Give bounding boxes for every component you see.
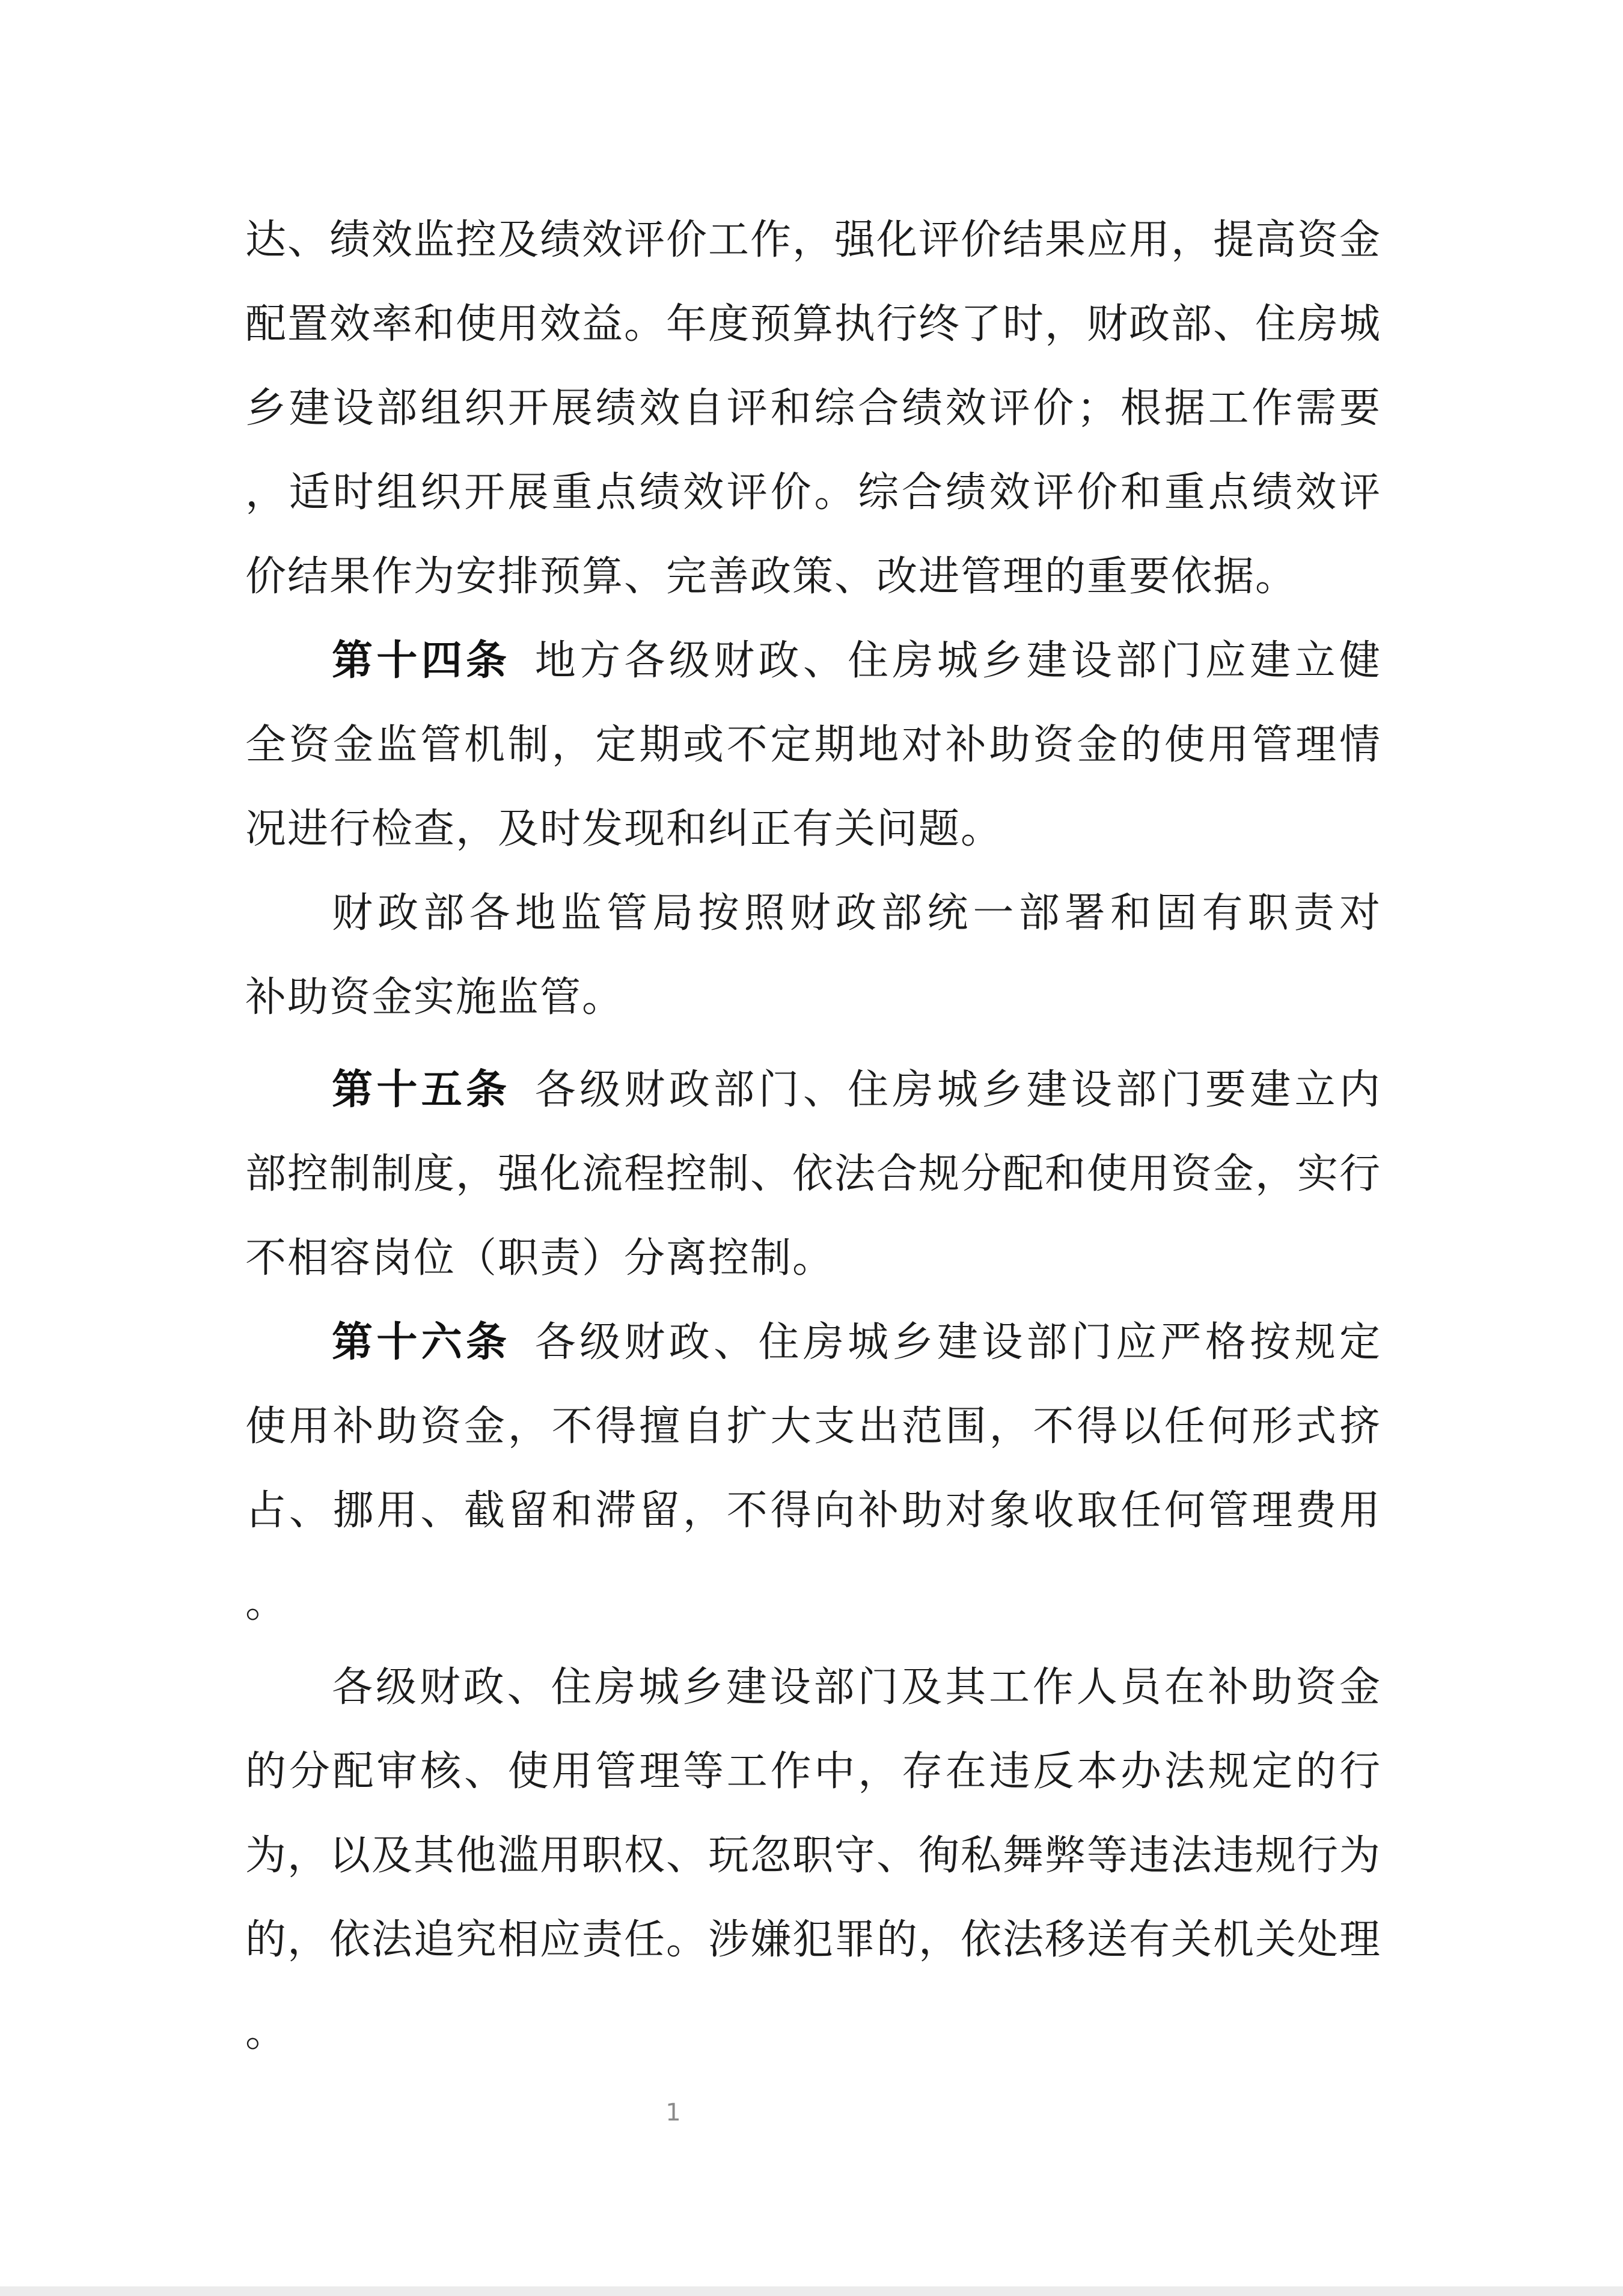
text-line: 。 bbox=[245, 1580, 288, 1627]
text-line: 使用补助资金，不得擅自扩大支出范围，不得以任何形式挤 bbox=[245, 1403, 1381, 1450]
text-line: 地方各级财政、住房城乡建设部门应建立健 bbox=[532, 637, 1381, 685]
article-14-first-line bbox=[332, 625, 1381, 697]
text-line: 为，以及其他滥用职权、玩忽职守、徇私舞弊等违法违规行为 bbox=[245, 1832, 1382, 1879]
text-line: 各级财政部门、住房城乡建设部门要建立内 bbox=[532, 1066, 1381, 1114]
text-line: 各级财政、住房城乡建设部门应严格按规定 bbox=[532, 1319, 1381, 1366]
article-16-heading: 第十六条 bbox=[332, 1319, 511, 1366]
article-15-first-line bbox=[332, 1054, 1381, 1126]
text-line: 况进行检查，及时发现和纠正有关问题。 bbox=[245, 805, 1003, 853]
text-line: 乡建设部组织开展绩效自评和综合绩效评价；根据工作需要 bbox=[245, 385, 1381, 432]
article-15-heading: 第十五条 bbox=[332, 1066, 511, 1114]
text-line: 价结果作为安排预算、完善政策、改进管理的重要依据。 bbox=[245, 553, 1298, 600]
article-16-first-line bbox=[332, 1307, 1381, 1379]
page-number: 1 bbox=[665, 2099, 681, 2127]
text-line: 。 bbox=[245, 2009, 288, 2056]
text-line: 配置效率和使用效益。年度预算执行终了时，财政部、住房城 bbox=[245, 301, 1382, 348]
text-line: 不相容岗位（职责）分离控制。 bbox=[245, 1235, 835, 1282]
text-line: ，适时组织开展重点绩效评价。综合绩效评价和重点绩效评 bbox=[245, 469, 1381, 516]
text-line: 补助资金实施监管。 bbox=[245, 974, 625, 1021]
text-line: 的，依法追究相应责任。涉嫌犯罪的，依法移送有关机关处理 bbox=[245, 1916, 1382, 1964]
text-line: 财政部各地监管局按照财政部统一部署和固有职责对 bbox=[332, 890, 1381, 937]
text-line: 各级财政、住房城乡建设部门及其工作人员在补助资金 bbox=[332, 1664, 1381, 1711]
text-line: 达、绩效监控及绩效评价工作，强化评价结果应用，提高资金 bbox=[245, 216, 1382, 264]
text-line: 部控制制度，强化流程控制、依法合规分配和使用资金，实行 bbox=[245, 1150, 1382, 1198]
text-line: 的分配审核、使用管理等工作中，存在违反本办法规定的行 bbox=[245, 1748, 1381, 1795]
page-bottom-edge bbox=[0, 2286, 1623, 2296]
article-14-heading: 第十四条 bbox=[332, 637, 511, 685]
text-line: 占、挪用、截留和滞留，不得向补助对象收取任何管理费用 bbox=[245, 1487, 1381, 1534]
text-line: 全资金监管机制，定期或不定期地对补助资金的使用管理情 bbox=[245, 721, 1381, 769]
